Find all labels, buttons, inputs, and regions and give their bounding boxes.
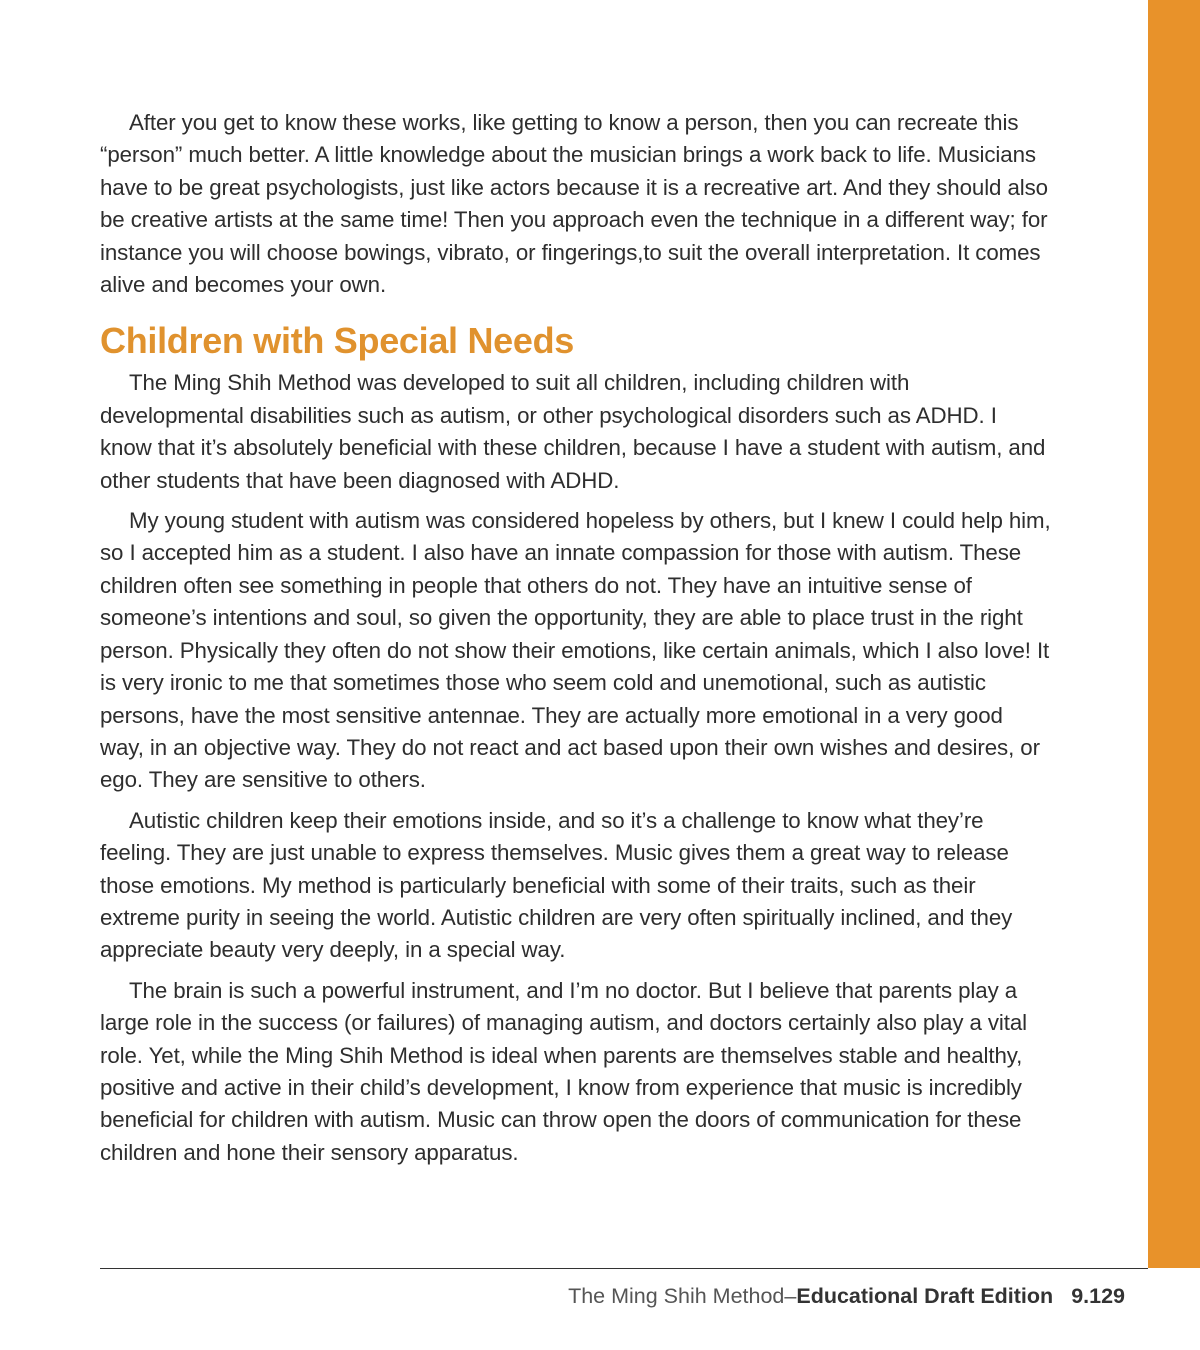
section-paragraph-3: Autistic children keep their emotions inside, and so it’s a challenge to know what they’re feeling. They are just unable to express themselves. Music gives them a great way to release those emotions. My method is particularly beneficial with some of their traits, such as their extreme purity in seeing the world. Autistic children are very often spiritually inclined, and they appreciate beauty very deeply, in a special way. (100, 807, 1013, 963)
intro-paragraph: After you get to know these works, like getting to know a person, then you can recreate this “person” much better. A little knowledge about the musician brings a work back to life. Musicians have to be great psychologists, just like actors because it is a recreative art. And they should also be creative artists at the same time! Then you approach even the technique in a different way; for instance you will choose bowings, vibrato, or fingerings,to suit the overall interpretation. It comes alive and becomes your own. (100, 110, 1048, 298)
section-heading: Children with Special Needs (100, 320, 575, 362)
section-paragraph-4: The brain is such a powerful instrument, and I’m no doctor. But I believe that parents play a large role in the success (or failures) of managing autism, and doctors certainly also play a vital role. Yet, while the Ming Shih Method is ideal when parents are themselves stable and healthy, positive and active in their child’s development, I know from experience that music is incredibly beneficial for children with autism. Music can throw open the doors of communication for these children and hone their sensory apparatus. (100, 977, 1028, 1165)
page-footer (568, 1284, 1125, 1309)
section-paragraph-2: My young student with autism was considered hopeless by others, but I knew I could help him, so I accepted him as a student. I also have an innate compassion for those with autism. These children often see something in people that others do not. They have an intuitive sense of someone’s intentions and soul, so given the opportunity, they are able to place trust in the right person. Physically they often do not show their emotions, like certain animals, which I also love! It is very ironic to me that sometimes those who seem cold and unemotional, such as autistic persons, have the most sensitive antennae. They are actually more emotional in a very good way, in an objective way. They do not react and act based upon their own wishes and desires, or ego. They are sensitive to others. (100, 508, 1051, 793)
footer-divider (100, 1268, 1148, 1269)
page-body (100, 107, 1052, 1177)
page-number: 9.129 (1071, 1284, 1125, 1308)
section-paragraph-1: The Ming Shih Method was developed to suit all children, including children with developmental disabilities such as autism, or other psychological disorders such as ADHD. I know that it’s absolutely beneficial with these children, because I have a student with autism, and other students that have been diagnosed with ADHD. (100, 370, 1046, 493)
side-accent-band (1148, 0, 1200, 1268)
footer-edition: Educational Draft Edition (796, 1284, 1054, 1308)
footer-book-title: The Ming Shih Method– (568, 1284, 797, 1308)
